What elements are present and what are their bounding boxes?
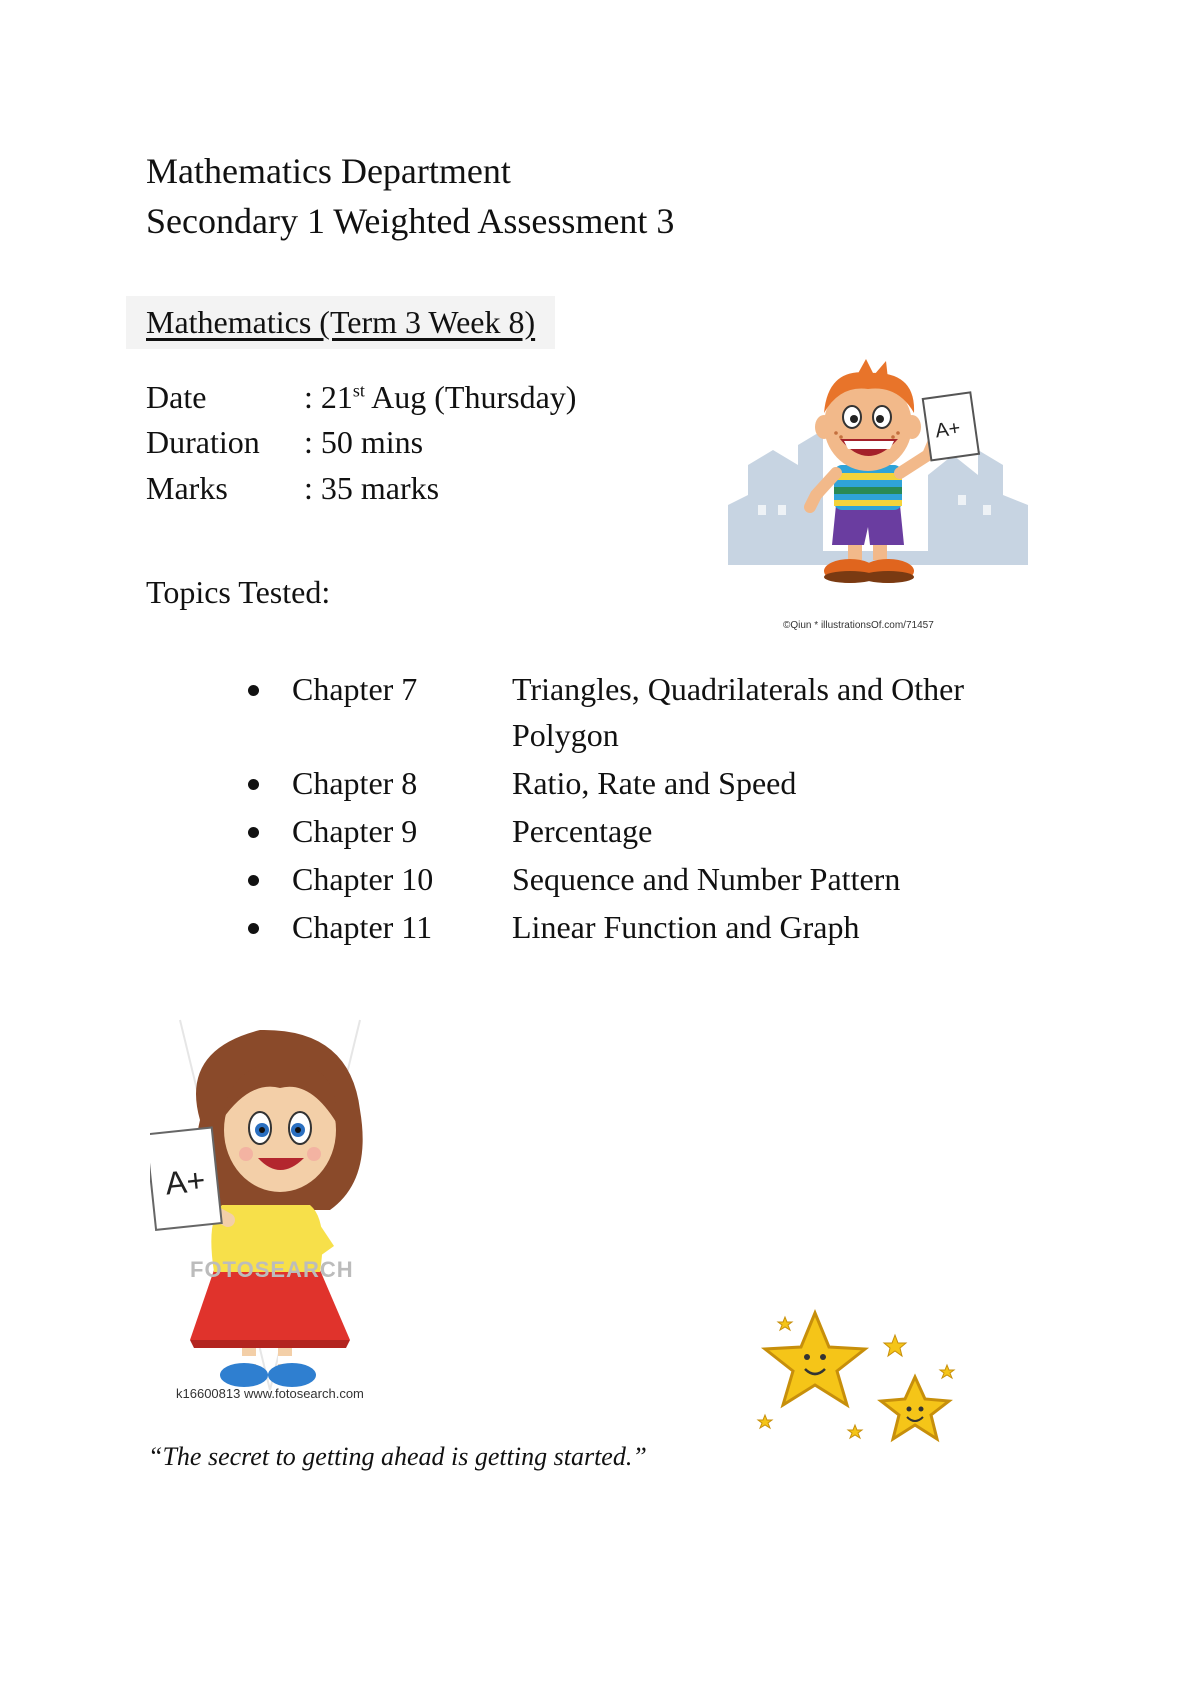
- date-value: : 21st Aug (Thursday): [304, 379, 577, 415]
- bullet-icon: [248, 779, 259, 790]
- marks-label: Marks: [146, 470, 228, 506]
- girl-image-credit: k16600813 www.fotosearch.com: [176, 1386, 364, 1401]
- stars-illustration: [755, 1305, 965, 1455]
- boy-grade-text: A+: [933, 417, 962, 443]
- department-title: Mathematics Department: [146, 151, 511, 191]
- subject-heading: Mathematics (Term 3 Week 8): [126, 296, 555, 349]
- chapter-number: Chapter 8: [292, 765, 418, 801]
- chapter-title: Triangles, Quadrilaterals and Other Polygon: [512, 671, 965, 753]
- small-star-icon: [881, 1377, 949, 1439]
- bullet-icon: [248, 827, 259, 838]
- topics-label: Topics Tested:: [146, 574, 331, 610]
- motivational-quote: “The secret to getting ahead is getting started.”: [148, 1442, 647, 1471]
- duration-value: : 50 mins: [304, 424, 424, 460]
- girl-illustration: [150, 1010, 390, 1395]
- chapter-list: [252, 666, 1072, 950]
- marks-row: [146, 466, 439, 510]
- date-label: Date: [146, 379, 207, 415]
- big-star-icon: [765, 1313, 865, 1405]
- chapter-title: Linear Function and Graph: [512, 909, 860, 945]
- list-item: [252, 760, 1072, 806]
- list-item: [252, 808, 1072, 854]
- marks-value: : 35 marks: [304, 470, 440, 506]
- list-item: [252, 856, 1072, 902]
- bullet-icon: [248, 923, 259, 934]
- chapter-title: Ratio, Rate and Speed: [512, 765, 797, 801]
- assessment-title: Secondary 1 Weighted Assessment 3: [146, 201, 675, 241]
- boy-illustration: [728, 355, 1028, 600]
- chapter-title: Percentage: [512, 813, 653, 849]
- chapter-title: Sequence and Number Pattern: [512, 861, 901, 897]
- duration-label: Duration: [146, 424, 260, 460]
- date-row: [146, 375, 576, 419]
- chapter-number: Chapter 10: [292, 861, 434, 897]
- fotosearch-watermark: FOTOSEARCH: [190, 1257, 354, 1282]
- chapter-number: Chapter 9: [292, 813, 418, 849]
- boy-image-credit: ©Qiun * illustrationsOf.com/71457: [783, 620, 934, 631]
- duration-row: [146, 420, 423, 464]
- girl-grade-text: A+: [163, 1161, 207, 1202]
- chapter-number: Chapter 11: [292, 909, 433, 945]
- list-item: [252, 666, 1072, 758]
- chapter-number: Chapter 7: [292, 671, 418, 707]
- bullet-icon: [248, 685, 259, 696]
- list-item: [252, 904, 1072, 950]
- bullet-icon: [248, 875, 259, 886]
